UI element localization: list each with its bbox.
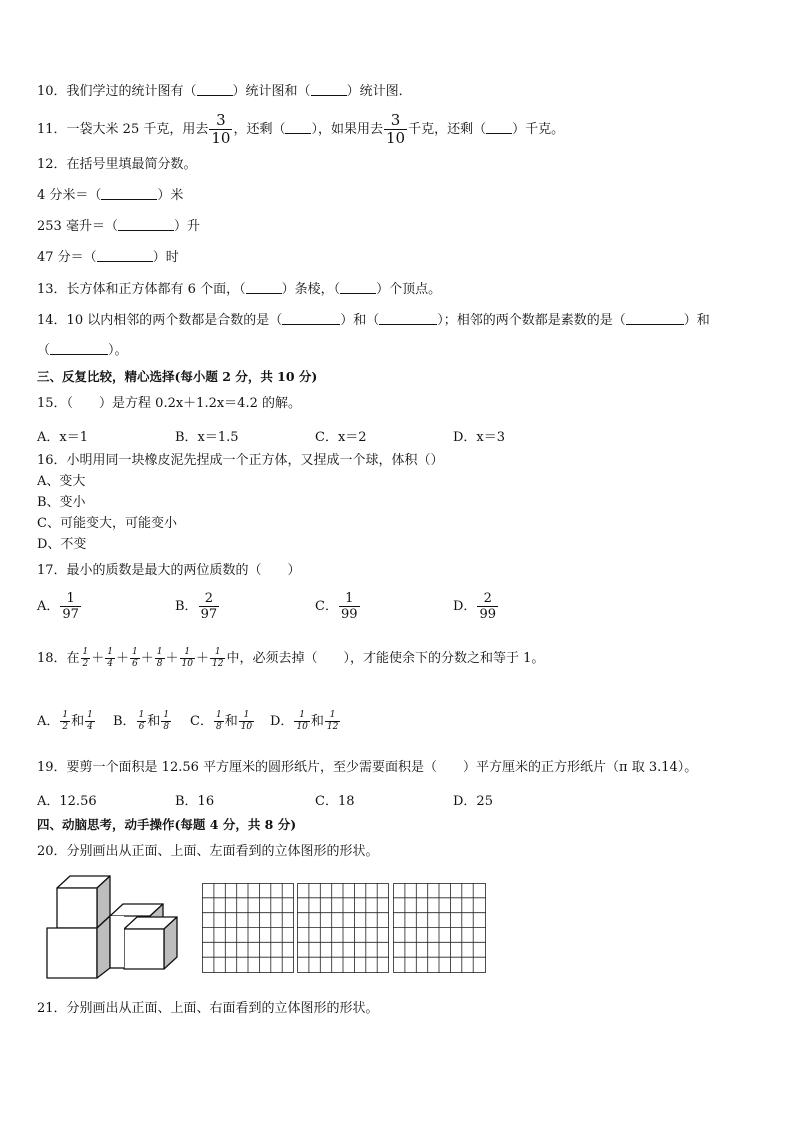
question-16-stem: 16．小明用同一块橡皮泥先捏成一个正方体，又捏成一个球，体积（）	[37, 453, 444, 468]
option-c[interactable]: C、可能变大，可能变小	[37, 516, 177, 531]
drawing-grid[interactable]	[297, 883, 389, 973]
question-21-stem: 21．分别画出从正面、上面、右面看到的立体图形的形状。	[37, 1001, 379, 1016]
drawing-grid[interactable]	[202, 883, 294, 973]
option-d[interactable]: D．x＝3	[453, 430, 506, 445]
question-18-stem: 18．在 $\frac{1}{2}$ ＋ $\frac{1}{4}$ ＋ $\frac{1}{6}$ ＋ $\frac{1}{8}$ ＋ $\frac{1}{10}$ ＋ $\frac{1}{12}$ 中，必须去掉（ ），才能使余下的分数之和等于 1。	[37, 647, 545, 669]
answer-blank[interactable]	[340, 281, 376, 294]
option-b[interactable]: B．16	[175, 794, 215, 809]
option-d[interactable]: D、不变	[37, 537, 87, 552]
option-b[interactable]: B、变小	[37, 495, 86, 510]
answer-blank[interactable]	[486, 121, 512, 134]
option-a[interactable]: A．x＝1	[37, 430, 88, 445]
fraction: $\frac{1}{4}$	[107, 647, 114, 669]
question-12-row-3: 47 分＝（ ）时	[37, 250, 179, 265]
question-14-cont: （ ）。	[37, 343, 128, 358]
question-13: 13．长方体和正方体都有 6 个面，（ ）条棱，（ ）个顶点。	[37, 282, 442, 297]
cube-stack-figure	[40, 872, 200, 988]
option-d[interactable]: D． $\frac{1}{10}$ 和 $\frac{1}{12}$	[270, 710, 339, 732]
question-12-row-2: 253 毫升＝（ ）升	[37, 219, 200, 234]
question-15-stem: 15．（ ）是方程 0.2x＋1.2x＝4.2 的解。	[37, 396, 301, 411]
section-3-heading: 三、反复比较，精心选择(每小题 2 分，共 10 分)	[37, 369, 318, 384]
option-d[interactable]: D． $\frac{2}{99}$	[453, 591, 496, 622]
option-a[interactable]: A．12.56	[37, 794, 97, 809]
fraction: $\frac{1}{8}$	[156, 647, 163, 669]
question-14: 14．10 以内相邻的两个数都是合数的是（ ）和（ ）；相邻的两个数都是素数的是（ ）和	[37, 313, 710, 328]
option-a[interactable]: A． $\frac{1}{97}$	[37, 591, 79, 622]
question-12-stem: 12．在括号里填最简分数。	[37, 157, 197, 172]
answer-blank[interactable]	[246, 281, 282, 294]
fraction: $\frac{1}{2}$	[82, 647, 89, 669]
answer-blank[interactable]	[285, 121, 311, 134]
fraction: $\frac{1}{97}$	[62, 591, 79, 622]
option-a[interactable]: A、变大	[37, 474, 86, 489]
answer-blank[interactable]	[379, 312, 437, 325]
question-19-stem: 19．要剪一个面积是 12.56 平方厘米的圆形纸片，至少需要面积是（ ）平方厘米的正方形纸片（π 取 3.14）。	[37, 760, 698, 775]
answer-blank[interactable]	[311, 83, 347, 96]
option-b[interactable]: B．x＝1.5	[175, 430, 239, 445]
option-a[interactable]: A． $\frac{1}{2}$ 和 $\frac{1}{4}$	[37, 710, 93, 732]
answer-blank[interactable]	[282, 312, 340, 325]
drawing-grid[interactable]	[393, 883, 486, 973]
fraction: $\frac{1}{10}$	[181, 647, 193, 669]
answer-blank[interactable]	[101, 187, 157, 200]
question-10: 10．我们学过的统计图有（ ）统计图和（ ）统计图．	[37, 84, 412, 99]
fraction: $\frac{2}{97}$	[200, 591, 218, 622]
fraction: $\frac{1}{6}$	[132, 647, 138, 669]
answer-blank[interactable]	[118, 218, 174, 231]
question-20-stem: 20．分别画出从正面、上面、左面看到的立体图形的形状。	[37, 844, 379, 859]
fraction: $\frac{3}{10}$	[385, 111, 406, 147]
fraction: $\frac{1}{12}$	[212, 647, 224, 669]
option-c[interactable]: C．x＝2	[315, 430, 367, 445]
question-12-row-1: 4 分米＝（ ）米	[37, 188, 184, 203]
option-c[interactable]: C．18	[315, 794, 355, 809]
answer-blank[interactable]	[197, 83, 233, 96]
section-4-heading: 四、动脑思考，动手操作(每题 4 分，共 8 分)	[37, 817, 297, 832]
option-c[interactable]: C． $\frac{1}{99}$	[315, 591, 358, 622]
answer-blank[interactable]	[97, 249, 153, 262]
question-17-stem: 17．最小的质数是最大的两位质数的（ ）	[37, 563, 301, 578]
option-c[interactable]: C． $\frac{1}{8}$ 和 $\frac{1}{10}$	[190, 710, 253, 732]
fraction: $\frac{3}{10}$	[211, 111, 231, 147]
question-11: 11．一袋大米 25 千克，用去 $\frac{3}{10}$ ，还剩（ ），如果用去 $\frac{3}{10}$ 千克，还剩（ ）千克。	[37, 111, 565, 147]
answer-blank[interactable]	[626, 312, 684, 325]
fraction: $\frac{1}{99}$	[340, 591, 358, 622]
answer-blank[interactable]	[50, 342, 108, 355]
fraction: $\frac{2}{99}$	[479, 591, 496, 622]
option-b[interactable]: B． $\frac{1}{6}$ 和 $\frac{1}{8}$	[113, 710, 170, 732]
option-d[interactable]: D．25	[453, 794, 493, 809]
option-b[interactable]: B． $\frac{2}{97}$	[175, 591, 218, 622]
